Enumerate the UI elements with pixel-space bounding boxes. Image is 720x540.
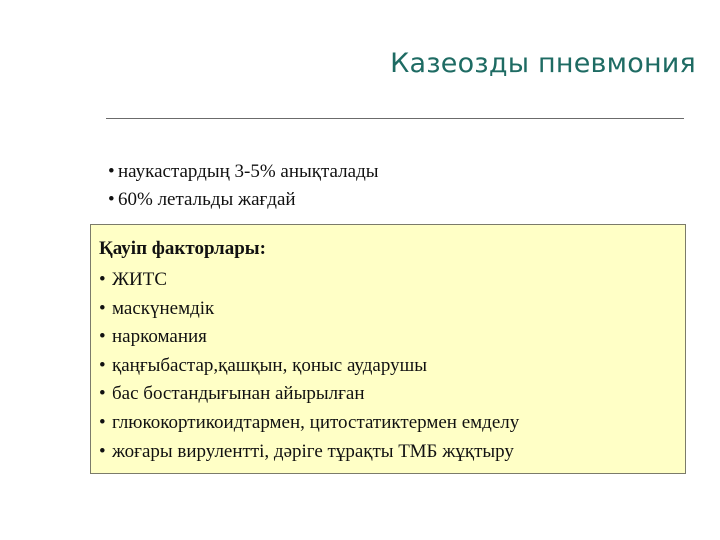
slide-title: Казеозды пневмония (390, 48, 696, 79)
risk-factor-item (99, 380, 685, 409)
risk-factor-item (99, 352, 685, 381)
title-divider (106, 118, 684, 119)
bullet-icon: • (99, 269, 106, 290)
intro-bullet-item (108, 186, 379, 214)
risk-factor-item (99, 323, 685, 352)
bullet-icon: • (99, 326, 106, 348)
risk-factor-text: глюкокортикоидтармен, цитостатиктермен емделу (112, 411, 520, 433)
risk-factors-box (90, 224, 686, 474)
risk-factor-text: маскүнемдік (112, 297, 215, 319)
bullet-icon: • (108, 189, 115, 210)
risk-factor-item (99, 295, 685, 324)
risk-factor-text: наркомания (112, 326, 207, 348)
risk-factor-item (99, 266, 685, 295)
bullet-icon: • (99, 354, 106, 376)
risk-factor-text: қаңғыбастар,қашқын, қоныс аударушы (112, 354, 427, 376)
bullet-icon: • (99, 440, 106, 462)
risk-factor-item (99, 409, 685, 438)
risk-factor-item (99, 438, 685, 467)
bullet-icon: • (108, 161, 115, 182)
bullet-icon: • (99, 297, 106, 319)
intro-bullet-text: 60% летальды жағдай (118, 189, 296, 210)
risk-factor-text: жоғары вирулентті, дәріге тұрақты ТМБ жұқтыру (112, 440, 514, 462)
risk-factors-title: Қауіп факторлары: (99, 238, 266, 259)
risk-factor-text: бас бостандығынан айырылған (112, 383, 365, 405)
bullet-icon: • (99, 383, 106, 405)
risk-factor-text: ЖИТС (112, 269, 168, 290)
intro-bullet-item (108, 158, 379, 186)
intro-bullet-text: наукастардың 3-5% анықталады (118, 161, 379, 182)
bullet-icon: • (99, 411, 106, 433)
intro-bullet-list (108, 158, 379, 214)
